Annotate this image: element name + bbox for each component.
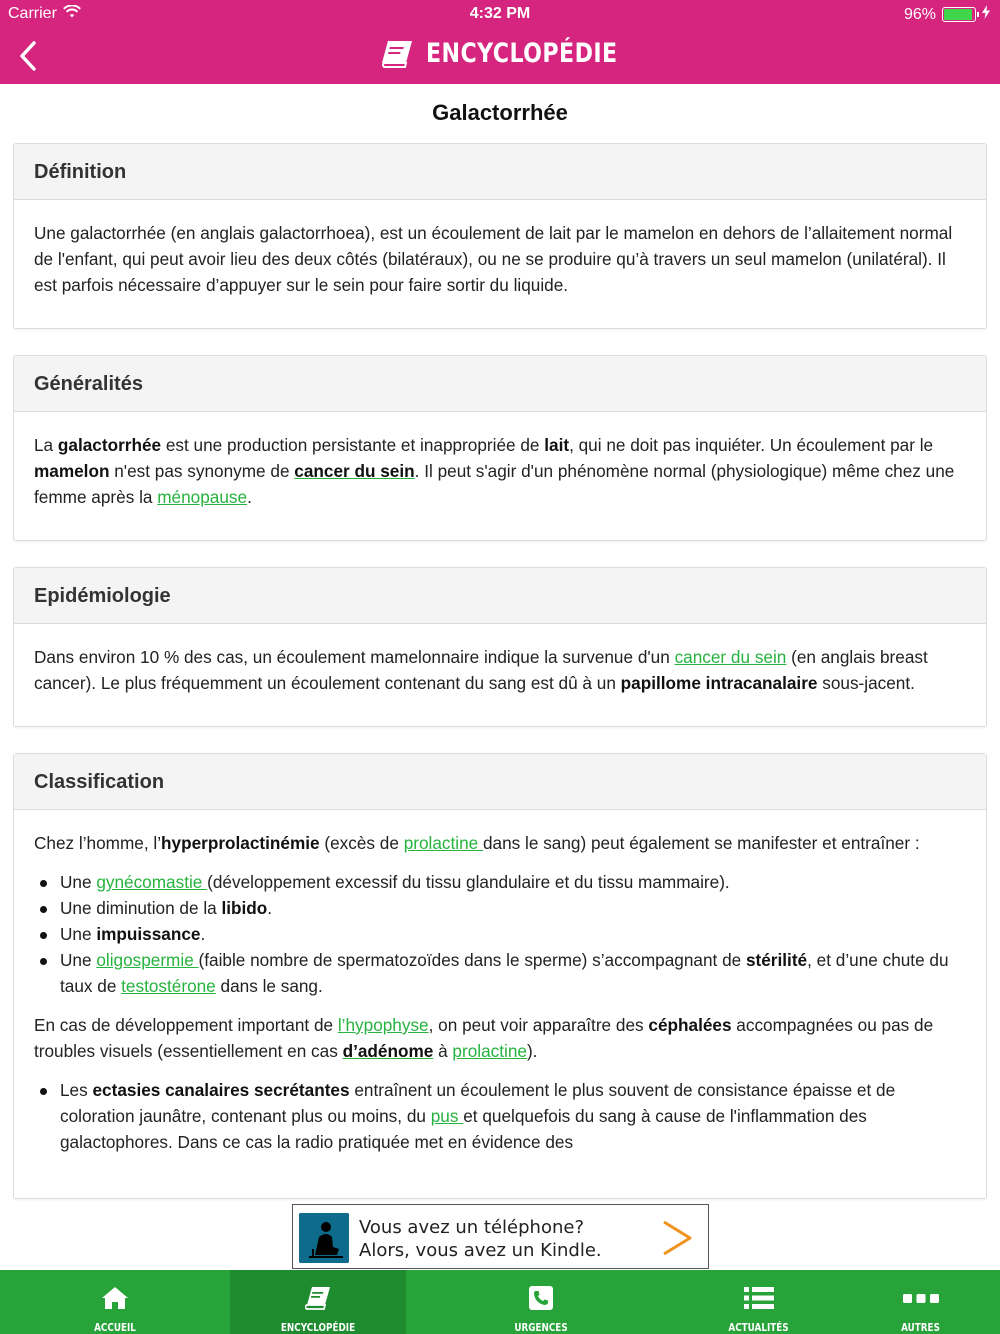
list-icon	[744, 1286, 774, 1310]
inline-link[interactable]: l’hypophyse	[337, 1015, 429, 1035]
section-heading: Définition	[14, 144, 986, 200]
status-bar	[0, 0, 1000, 28]
section-card	[13, 143, 987, 329]
tab-label: ACCUEIL	[94, 1321, 136, 1334]
paragraph: Une galactorrhée (en anglais galactorrhoea), est un écoulement de lait par le mamelon en dehors de l’allaitement normal de l'enfant, qui peut avoir lieu des deux côtés (bilatéraux), ou ne se produire qu’à travers un seul mamelon (unilatéral). Il est parfois nécessaire d’appuyer sur le sein pour faire sortir du liquide.	[34, 223, 953, 295]
bold-text: lait	[544, 435, 570, 455]
home-icon	[101, 1286, 129, 1310]
tab-actualites[interactable]	[676, 1270, 841, 1334]
tab-accueil[interactable]	[0, 1270, 230, 1334]
inline-link[interactable]: pus	[430, 1106, 464, 1126]
page-title: Galactorrhée	[432, 100, 568, 125]
chevron-right-icon	[660, 1219, 694, 1257]
bullet-list	[34, 1077, 966, 1155]
bold-text: galactorrhée	[57, 435, 162, 455]
tab-label: URGENCES	[514, 1321, 568, 1334]
bold-text: libido	[221, 898, 268, 918]
nav-bar	[0, 28, 1000, 84]
tab-label: ACTUALITÉS	[728, 1321, 789, 1334]
ad-line-2: Alors, vous avez un Kindle.	[359, 1240, 602, 1261]
inline-link[interactable]: oligospermie	[96, 950, 199, 970]
article-content[interactable]	[13, 143, 987, 1203]
bold-text: hyperprolactinémie	[161, 833, 320, 853]
status-time: 4:32 PM	[469, 5, 531, 22]
ad-banner[interactable]	[292, 1204, 709, 1269]
inline-link[interactable]: prolactine	[452, 1041, 527, 1061]
bold-text: papillome intracanalaire	[620, 673, 818, 693]
tab-encyclopedie[interactable]	[230, 1270, 406, 1334]
battery-icon	[942, 7, 976, 22]
list-item: Une oligospermie (faible nombre de spermatozoïdes dans le sperme) s’accompagnant de stérilité, et d’une chute du taux de testostérone dans le sang.	[34, 947, 966, 999]
inline-link[interactable]: cancer du sein	[294, 461, 415, 481]
section-body	[14, 412, 986, 540]
list-item: Les ectasies canalaires secrétantes entraînent un écoulement le plus souvent de consistance épaisse et de coloration jaunâtre, contenant plus ou moins, du pus et quelquefois du sang à cause de l'inflammation des galactophores. Dans ce cas la radio pratiquée met en évidence des	[34, 1077, 966, 1155]
tab-autres[interactable]	[841, 1270, 1000, 1334]
tab-label: AUTRES	[901, 1321, 940, 1334]
list-item: Une diminution de la libido.	[34, 895, 966, 921]
inline-link[interactable]: cancer du sein	[674, 647, 787, 667]
kindle-logo-icon	[299, 1213, 349, 1263]
section-heading: Généralités	[14, 356, 986, 412]
nav-title-group	[0, 38, 1000, 69]
tab-bar	[0, 1270, 1000, 1334]
section-body	[14, 200, 986, 328]
paragraph: Dans environ 10 % des cas, un écoulement mamelonnaire indique la survenue d'un cancer du sein (en anglais breast cancer). Le plus fréquemment un écoulement contenant du sang est dû à un papillome intracanalaire sous-jacent.	[34, 647, 928, 693]
battery-percent: 96%	[903, 5, 936, 23]
book-icon	[305, 1286, 331, 1310]
section-heading: Epidémiologie	[14, 568, 986, 624]
inline-link[interactable]: prolactine	[403, 833, 483, 853]
section-card	[13, 355, 987, 541]
tab-label: ENCYCLOPÉDIE	[280, 1321, 356, 1334]
book-icon	[380, 39, 414, 69]
tab-urgences[interactable]	[406, 1270, 676, 1334]
paragraph: En cas de développement important de l’hypophyse, on peut voir apparaître des céphalées accompagnées ou pas de troubles visuels (essentiellement en cas d’adénome à prolactine).	[34, 1015, 934, 1061]
inline-link[interactable]: testostérone	[121, 976, 216, 996]
section-body	[14, 624, 986, 726]
inline-link[interactable]: d’adénome	[342, 1041, 434, 1061]
bullet-list	[34, 869, 966, 999]
inline-link[interactable]: gynécomastie	[96, 872, 208, 892]
more-icon	[903, 1286, 939, 1310]
charging-icon	[982, 5, 990, 24]
status-right	[904, 5, 990, 24]
phone-icon	[529, 1286, 553, 1310]
bold-text: impuissance	[96, 924, 201, 944]
nav-title: ENCYCLOPÉDIE	[426, 38, 618, 69]
list-item: Une gynécomastie (développement excessif du tissu glandulaire et du tissu mammaire).	[34, 869, 966, 895]
paragraph: La galactorrhée est une production persistante et inappropriée de lait, qui ne doit pas inquiéter. Un écoulement par le mamelon n'est pas synonyme de cancer du sein. Il peut s'agir d'un phénomène normal (physiologique) même chez une femme après la ménopause.	[34, 435, 955, 507]
list-item: Une impuissance.	[34, 921, 966, 947]
bold-text: mamelon	[34, 461, 110, 481]
section-heading: Classification	[14, 754, 986, 810]
bold-text: stérilité	[745, 950, 808, 970]
section-card	[13, 753, 987, 1199]
paragraph: Chez l’homme, l’hyperprolactinémie (excès de prolactine dans le sang) peut également se manifester et entraîner :	[34, 833, 920, 853]
bold-text: céphalées	[648, 1015, 732, 1035]
inline-link[interactable]: ménopause	[157, 487, 248, 507]
bold-text: ectasies canalaires secrétantes	[92, 1080, 350, 1100]
section-body	[14, 810, 986, 1198]
section-card	[13, 567, 987, 727]
ad-line-1: Vous avez un téléphone?	[359, 1217, 584, 1238]
carrier-label: Carrier	[8, 5, 57, 22]
